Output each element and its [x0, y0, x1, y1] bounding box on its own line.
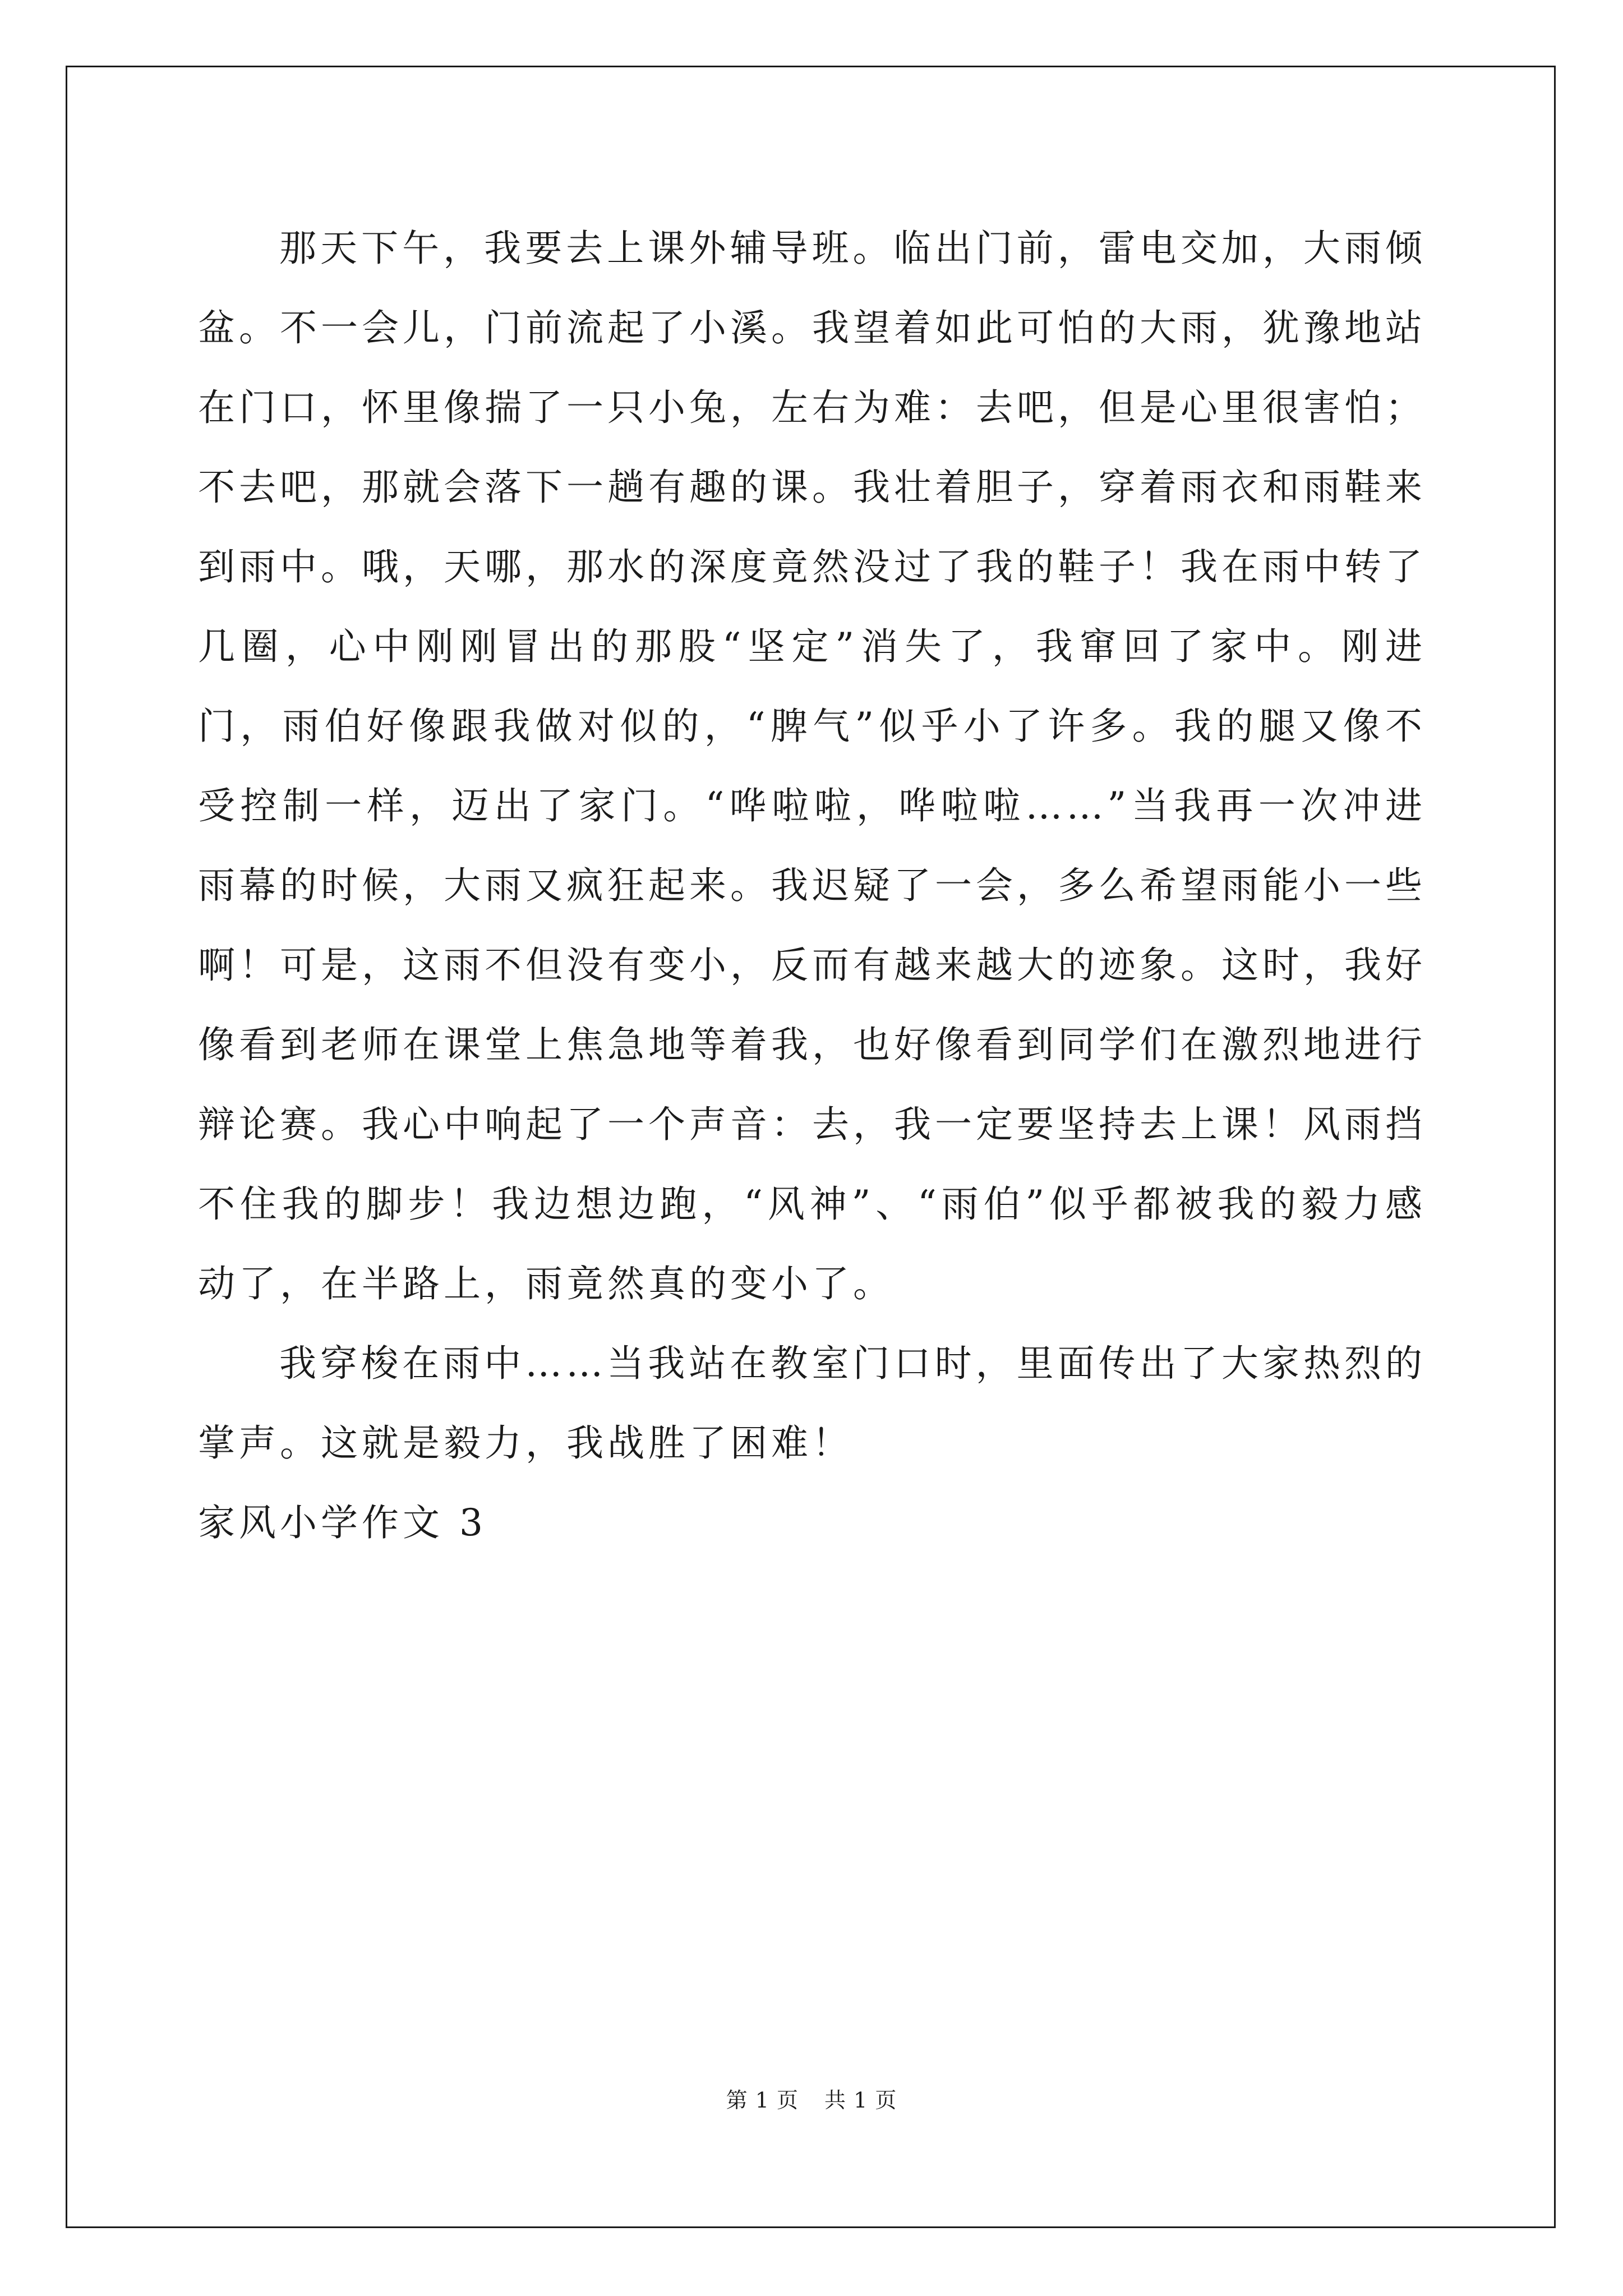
paragraph-1: 那天下午，我要去上课外辅导班。临出门前，雷电交加，大雨倾盆。不一会儿，门前流起了小溪。我望着如此可怕的大雨，犹豫地站在门口，怀里像揣了一只小兔，左右为难：去吧，但是心里很害怕；不去吧，那就会落下一趟有趣的课。我壮着胆子，穿着雨衣和雨鞋来到雨中。哦，天哪，那水的深度竟然没过了我的鞋子！我在雨中转了几圈，心中刚刚冒出的那股“坚定”消失了，我窜回了家中。刚进门，雨伯好像跟我做对似的，“脾气”似乎小了许多。我的腿又像不受控制一样，迈出了家门。“哗啦啦，哗啦啦……”当我再一次冲进雨幕的时候，大雨又疯狂起来。我迟疑了一会，多么希望雨能小一些啊！可是，这雨不但没有变小，反而有越来越大的迹象。这时，我好像看到老师在课堂上焦急地等着我，也好像看到同学们在激烈地进行辩论赛。我心中响起了一个声音：去，我一定要坚持去上课！风雨挡不住我的脚步！我边想边跑，“风神”、“雨伯”似乎都被我的毅力感动了，在半路上，雨竟然真的变小了。 — [198, 227, 1426, 1305]
total-pages: 共 1 页 — [824, 2088, 897, 2113]
page-footer — [0, 2083, 1623, 2114]
page-number: 第 1 页 — [726, 2088, 799, 2113]
document-body — [198, 209, 1426, 1563]
section-heading: 家风小学作文 3 — [198, 1501, 487, 1544]
paragraph-2: 我穿梭在雨中……当我站在教室门口时，里面传出了大家热烈的掌声。这就是毅力，我战胜了困难！ — [198, 1342, 1426, 1465]
